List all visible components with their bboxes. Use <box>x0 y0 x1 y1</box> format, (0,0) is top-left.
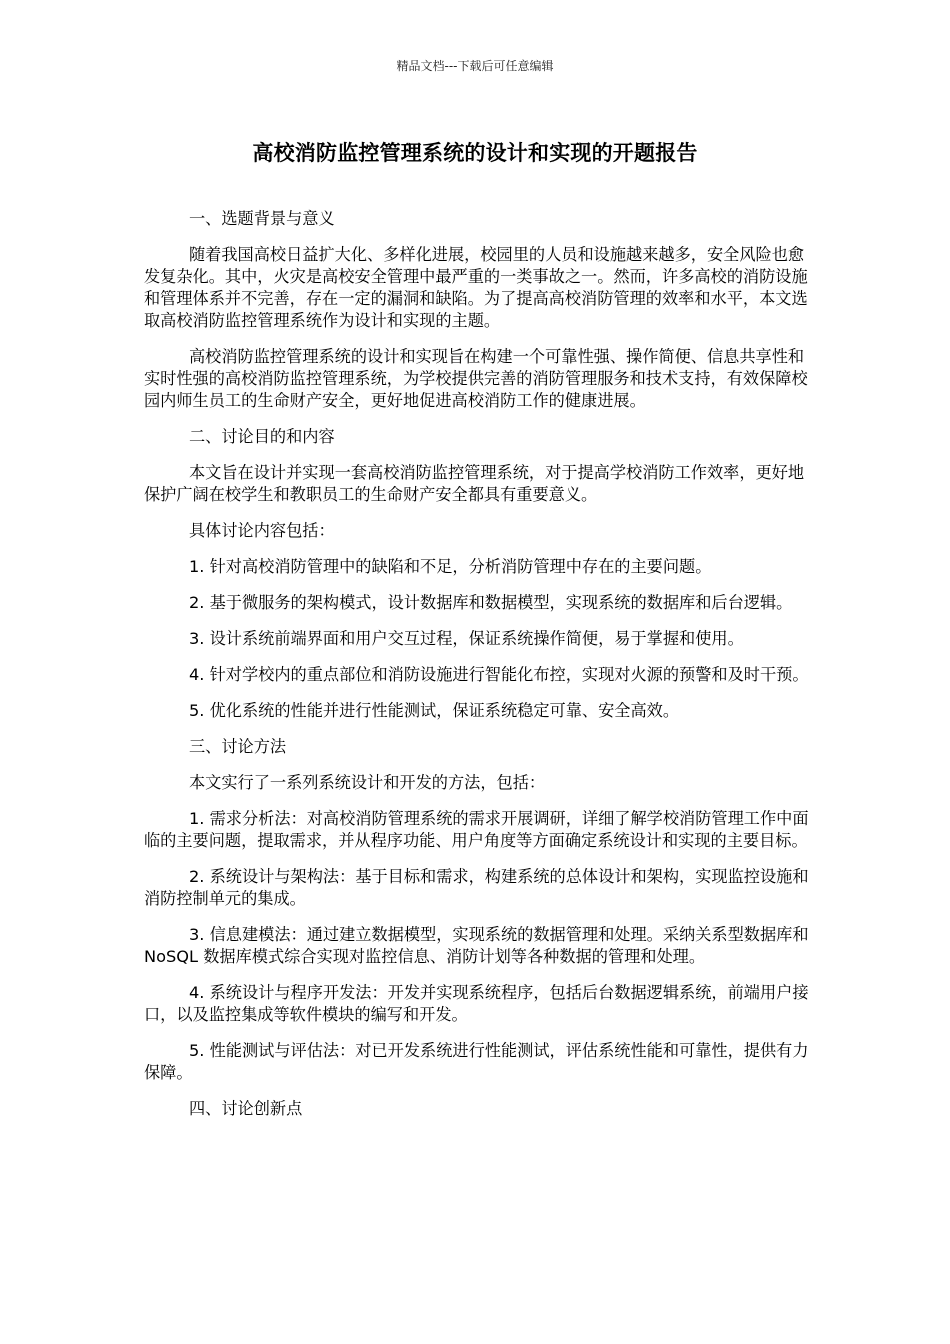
list-item: 1. 针对高校消防管理中的缺陷和不足，分析消防管理中存在的主要问题。 <box>189 557 712 576</box>
list-item: 1. 需求分析法：对高校消防管理系统的需求开展调研，详细了解学校消防管理工作中面临的主要问题，提取需求，并从程序功能、用户角度等方面确定系统设计和实现的主要目标。 <box>144 809 809 850</box>
list-item: 5. 性能测试与评估法：对已开发系统进行性能测试，评估系统性能和可靠性，提供有力保障。 <box>144 1041 809 1082</box>
paragraph: 高校消防监控管理系统的设计和实现旨在构建一个可靠性强、操作简便、信息共享性和实时性强的高校消防监控管理系统，为学校提供完善的消防管理服务和技术支持，有效保障校园内师生员工的生命财产安全，更好地促进高校消防工作的健康进展。 <box>144 347 808 410</box>
list-item: 3. 设计系统前端界面和用户交互过程，保证系统操作简便，易于掌握和使用。 <box>189 629 744 648</box>
list-item: 2. 基于微服务的架构模式，设计数据库和数据模型，实现系统的数据库和后台逻辑。 <box>189 593 793 612</box>
page-header: 精品文档---下载后可任意编辑 <box>396 59 554 73</box>
document-body <box>144 208 816 1134</box>
document-title: 高校消防监控管理系统的设计和实现的开题报告 <box>252 141 698 165</box>
paragraph: 本文实行了一系列系统设计和开发的方法，包括： <box>189 773 546 792</box>
paragraph: 具体讨论内容包括： <box>189 521 335 540</box>
section-heading-innovation: 四、讨论创新点 <box>189 1099 303 1118</box>
list-item: 4. 系统设计与程序开发法：开发并实现系统程序，包括后台数据逻辑系统，前端用户接口，以及监控集成等软件模块的编写和开发。 <box>144 983 809 1024</box>
list-item: 4. 针对学校内的重点部位和消防设施进行智能化布控，实现对火源的预警和及时干预。 <box>189 665 809 684</box>
list-item: 5. 优化系统的性能并进行性能测试，保证系统稳定可靠、安全高效。 <box>189 701 680 720</box>
paragraph: 随着我国高校日益扩大化、多样化进展，校园里的人员和设施越来越多，安全风险也愈发复杂化。其中，火灾是高校安全管理中最严重的一类事故之一。然而，许多高校的消防设施和管理体系并不完善，存在一定的漏洞和缺陷。为了提高高校消防管理的效率和水平，本文选取高校消防监控管理系统作为设计和实现的主题。 <box>144 245 808 330</box>
section-heading-background: 一、选题背景与意义 <box>189 209 335 228</box>
paragraph: 本文旨在设计并实现一套高校消防监控管理系统，对于提高学校消防工作效率，更好地保护广阔在校学生和教职员工的生命财产安全都具有重要意义。 <box>144 463 805 504</box>
list-item: 3. 信息建模法：通过建立数据模型，实现系统的数据管理和处理。采纳关系型数据库和 NoSQL 数据库模式综合实现对监控信息、消防计划等各种数据的管理和处理。 <box>144 925 809 966</box>
section-heading-methods: 三、讨论方法 <box>189 737 287 756</box>
section-heading-purpose: 二、讨论目的和内容 <box>189 427 335 446</box>
list-item: 2. 系统设计与架构法：基于目标和需求，构建系统的总体设计和架构，实现监控设施和消防控制单元的集成。 <box>144 867 809 908</box>
